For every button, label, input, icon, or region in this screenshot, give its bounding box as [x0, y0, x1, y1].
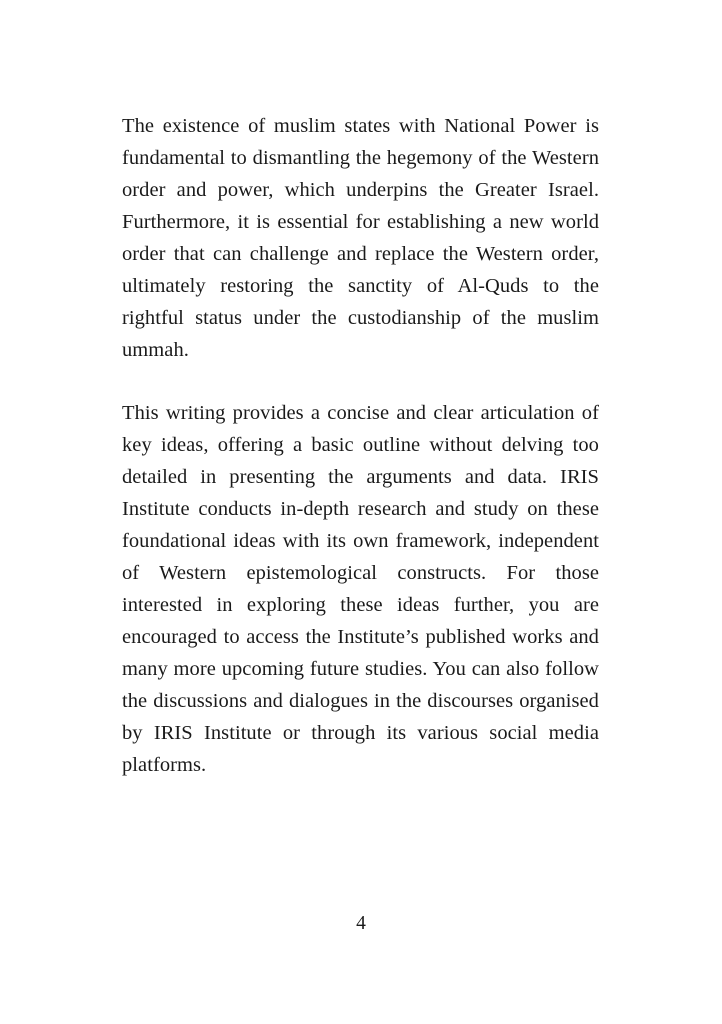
- page-number: 4: [356, 913, 366, 934]
- body-paragraph-1: The existence of muslim states with National Power is fundamental to dismantling the hegemony of the Western order and power, which underpins the Greater Israel. Furthermore, it is essential for establishing a new world order that can challenge and replace the Western order, ultimately restoring the sanctity of Al-Quds to the rightful status under the custodianship of the muslim ummah.: [122, 115, 599, 361]
- page-text-block: [122, 110, 599, 781]
- body-paragraph-2: This writing provides a concise and clear articulation of key ideas, offering a basic outline without delving too detailed in presenting the arguments and data. IRIS Institute conducts in-depth research and study on these foundational ideas with its own framework, independent of Western epistemological constructs. For those interested in exploring these ideas further, you are encouraged to access the Institute’s published works and many more upcoming future studies. You can also follow the discussions and dialogues in the discourses organised by IRIS Institute or through its various social media platforms.: [122, 402, 599, 776]
